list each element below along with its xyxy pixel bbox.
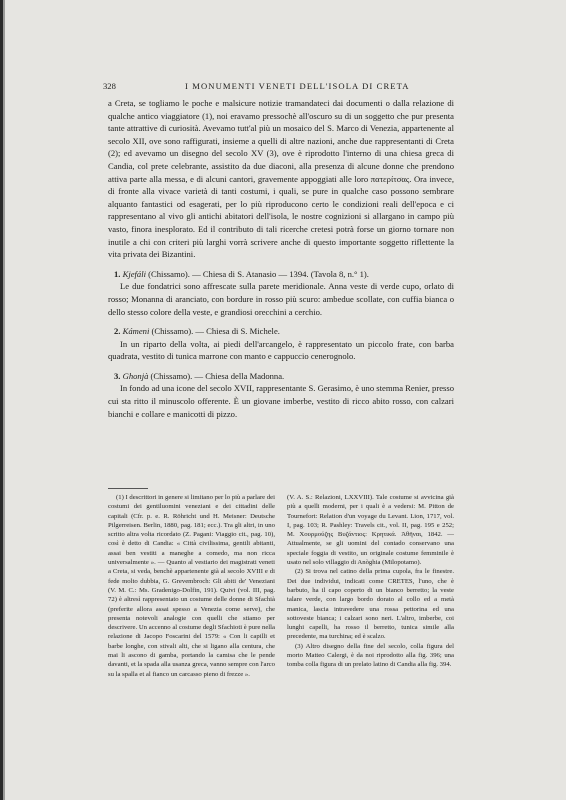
entry-heading-2 <box>108 325 454 338</box>
entry-heading-rest: (Chissamo). — Chiesa di S. Michele. <box>149 326 280 337</box>
footnote-3: (3) Altro disegno della fine del secolo, colla figura del morto Matteo Calergi, è da noi riprodotto alla fig. 396; una tomba colla figura di un prelato latino di Candia alla fig. 394. <box>287 642 454 669</box>
running-head: I MONUMENTI VENETI DELL'ISOLA DI CRETA <box>185 81 410 91</box>
entry-body-3: In fondo ad una icone del secolo XVII, rappresentante S. Gerasimo, è uno stemma Renier, presso cui sta ritto il minuscolo offerente. È un giovane imberbe, vestito di ricco abito rosso, con calzari bianchi e collare e manicotti di pizzo. <box>108 383 454 419</box>
entry-heading-3 <box>108 370 454 383</box>
footnote-1: (1) I descrittori in genere si limitano per lo più a parlare dei costumi dei gentiluomini veneziani e dei cittadini delle capitali (Cfr. p. e. R. Röhricht und H. Meisner: Deutsche Pilgerreisen. Berlin, 1880, pag. 181; ecc.). Tra gli altri, in uno scritto altra volta ricordato (Z. Pagani: Viaggio cit., pag. 10), così è detto di Candia: « Città civilissima, gentili abitanti, assai ben vestiti a maneghe a comedo, ma non ricca universalmente ». — Quanto al vestiario dei magistrati veneti a Creta, si veda, benchè appartenente già al secolo XVIII e di fede molto dubbia, G. Grevembroch: Gli abiti de' Veneziani (V. M. C.: Ms. Gradenigo-Dolfin, 191). Quivi (vol. III, pag. 72) è altresì rappresentato un costume delle donne di Sfachià (preferite allora assai spesso a Venezia come serve), che presenta notevoli analogie con quelli che stiamo per descrivere. Un accenno al costume degli Sfachioti è pure nella relazione di Jacopo Foscarini del 1579: « Con li capilli et barbe longhe, con stivali alti, che si ligano alla centura, che mai li ascono di gamba, portando la camisa che le pende davanti, et la spada alla usanza greca, vanno sempre con l'arco su la spalla et al fianco un carcasso pieno di frezze ». <box>108 494 275 678</box>
scan-edge-shadow <box>3 0 5 800</box>
entry-place: Kámeni <box>122 326 150 337</box>
footnote-rule <box>108 488 148 489</box>
footnotes-left-column <box>108 493 275 679</box>
entry-place: Ghonjà <box>122 370 149 381</box>
entry-heading-1 <box>108 268 454 281</box>
entry-body-1: Le due fondatrici sono affrescate sulla parete meridionale. Anna veste di verde cupo, orlato di rosso; Monanna di aranciato, con bordure in rosso più scuro: ambedue scollate, con cuffia bianca o dello stesso colore della veste, e grandiosi orecchini a cerchio. <box>108 281 454 317</box>
footnotes-right-column <box>287 493 454 679</box>
main-text <box>108 97 454 420</box>
footnote-2: (2) Si trova nel catino della prima cupola, fra le finestre. Dei due individui, indicati come CRETES, l'uno, che è barbuto, ha il capo coperto di un bianco berretto; la veste talare verde, con largo bordo dorato al collo ed a metà manica, lascia intravedere una rossa pettorina ed una sottoveste bianca; i calzari sono neri. L'altro, imberbe, coi lunghi capelli, ha rosso il berretto, tunica simile alla precedente, ma turchina; ed è scalzo. <box>287 568 454 641</box>
entry-number: 3. <box>114 370 121 381</box>
footnote-1-continued: (V. A. S.: Relazioni, LXXVIII). Tale costume si avvicina già più a quelli moderni, per i quali è a vedersi: M. Pitton de Tournefort: Relation d'un voyage du Levant. Lion, 1717, vol. I, pag. 103; R. Pashley: Travels cit., vol. II, pag. 195 e 252; M. Χουρμούζης Βυζάντιος: Κρητικά. Ἀθῆναι, 1842. — Attualmente, se gli uomini del contado conservano una speciale foggia di vestito, un originale costume femminile è usato nel solo villaggio di Anòghia (Milopotamo). <box>287 494 454 567</box>
intro-paragraph: a Creta, se togliamo le poche e malsicure notizie tramandateci dai documenti o dalla relazione di qualche antico viaggiatore (1), noi eravamo pressochè all'oscuro su di un soggetto che pur presenta tante attrattive di curiosità. Avevamo tutt'al più un mosaico del S. Marco di Venezia, appartenente al secolo XII, ove sono raffigurati, insieme a quelli di altre nazioni, anche due rappresentanti di Creta (2); ed avevamo un disegno del secolo XV (3), ove è riprodotto l'interno di una chiesa greca di Candia, col prete celebrante, assistito da due diaconi, alla presenza di alcune donne che prendono attiva parte alla messa, e di alcuni cantori, gravemente appoggiati alle loro πατερίτσας. Ora invece, di fronte alla vivace varietà di tanti costumi, i quali, se pure in qualche caso possono sembrare alquanto fantastici od esagerati, per lo più riproducono certo le condizioni reali dell'epoca e ci rappresentano al vivo gli antichi abitatori dell'isola, le nostre cognizioni si allargano in campo più vasto, finora inesplorato. Ed il contributo di tali ricerche cretesi potrà forse un giorno tornare non inutile a chi con criteri più larghi vorrà scrivere anche di questo importante soggetto riflettente la vita privata dei Bizantini. <box>108 98 454 260</box>
page-number: 328 <box>103 81 116 91</box>
entry-heading-rest: (Chissamo). — Chiesa della Madonna. <box>148 370 285 381</box>
entry-number: 1. <box>114 268 121 279</box>
entry-place: Kjefáli <box>122 268 147 279</box>
entry-body-2: In un riparto della volta, ai piedi dell'arcangelo, è rappresentato un piccolo frate, con barba quadrata, vestito di tunica marrone con manto e cappuccio cenerognolo. <box>108 338 454 362</box>
footnotes <box>108 493 454 679</box>
entry-heading-rest: (Chissamo). — Chiesa di S. Atanasio — 1394. (Tavola 8, n.° 1). <box>146 268 369 279</box>
entry-number: 2. <box>114 326 121 337</box>
